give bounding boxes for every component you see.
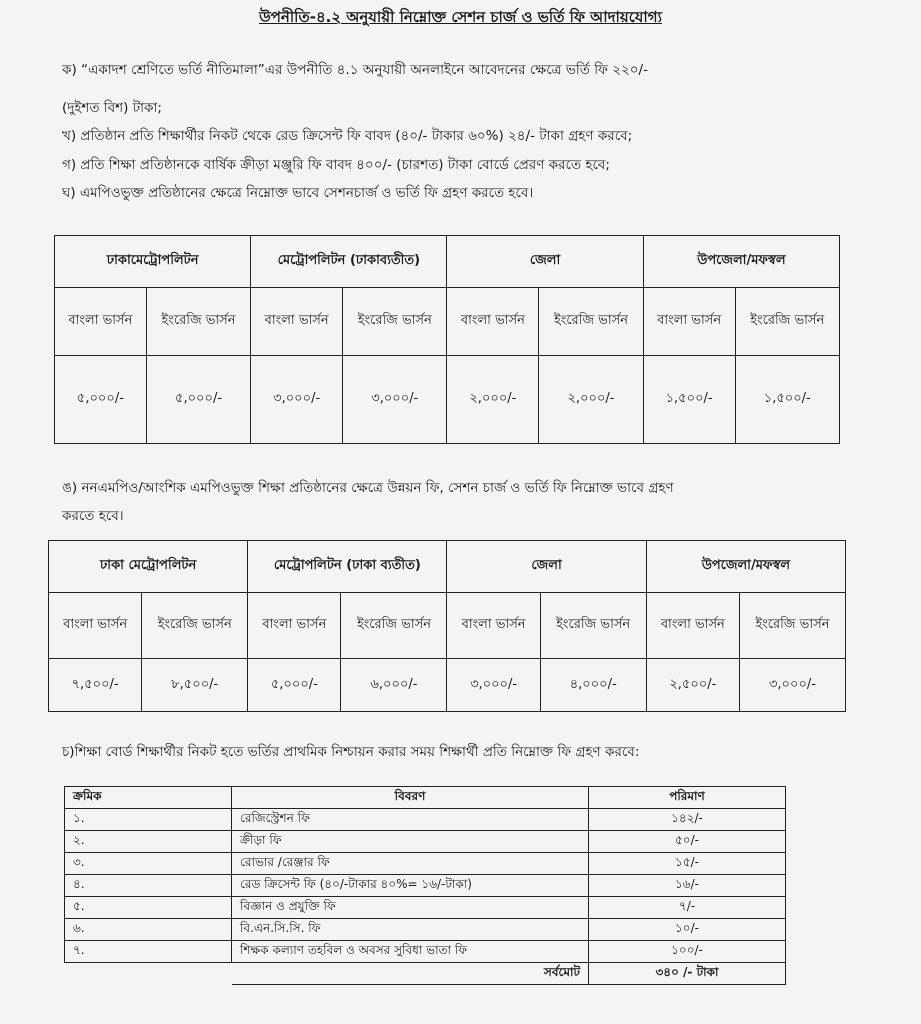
table-row — [65, 875, 786, 897]
fee-value: ১,৫০০/- — [643, 356, 735, 444]
sub-header: বাংলা ভার্সন — [447, 288, 539, 356]
group-header: ঢাকামেট্রোপলিটন — [55, 236, 251, 288]
group-header: উপজেলা/মফস্বল — [643, 236, 839, 288]
row-description: বিজ্ঞান ও প্রযুক্তি ফি — [232, 897, 589, 919]
table-row — [65, 919, 786, 941]
row-description: রোভার /রেঞ্জার ফি — [232, 853, 589, 875]
sub-header: বাংলা ভার্সন — [251, 288, 343, 356]
board-fee-table — [64, 786, 786, 985]
row-amount: ১০০/- — [589, 941, 786, 963]
table-row — [65, 941, 786, 963]
row-description: রেড ক্রিসেন্ট ফি (৪০/-টাকার ৪০%= ১৬/-টাকা) — [232, 875, 589, 897]
fee-value: ৩,০০০/- — [343, 356, 447, 444]
row-serial: ২. — [65, 831, 232, 853]
table-row — [65, 897, 786, 919]
sub-header: বাংলা ভার্সন — [49, 593, 142, 659]
fee-value: ৫,০০০/- — [248, 659, 341, 712]
fee-value: ৬,০০০/- — [341, 659, 447, 712]
paragraph-ka-line-2: (দুইশত বিশ) টাকা; — [62, 100, 162, 116]
row-description: রেজিস্ট্রেশন ফি — [232, 809, 589, 831]
total-amount: ৩৪০ /- টাকা — [589, 963, 786, 985]
row-amount: ১৬/- — [589, 875, 786, 897]
fee-value: ৩,০০০/- — [251, 356, 343, 444]
sub-header: ইংরেজি ভার্সন — [539, 288, 643, 356]
group-header: জেলা — [447, 541, 646, 593]
column-header-amount: পরিমাণ — [589, 787, 786, 809]
paragraph-gha: ঘ) এমপিওভুক্ত প্রতিষ্ঠানের ক্ষেত্রে নিম্নোক্ত ভাবে সেশনচার্জ ও ভর্তি ফি গ্রহণ করতে হবে। — [62, 185, 534, 201]
row-description: ক্রীড়া ফি — [232, 831, 589, 853]
sub-header: বাংলা ভার্সন — [55, 288, 147, 356]
paragraph-cha: চ)শিক্ষা বোর্ড শিক্ষার্থীর নিকট হতে ভর্তির প্রাথমিক নিশ্চায়ন করার সময় শিক্ষার্থী প্রতি নিম্নোক্ত ফি গ্রহণ করবে: — [62, 744, 640, 760]
sub-header: ইংরেজি ভার্সন — [142, 593, 248, 659]
paragraph-kha: খ) প্রতিষ্ঠান প্রতি শিক্ষার্থীর নিকট থেকে রেড ক্রিসেন্ট ফি বাবদ (৪০/- টাকার ৬০%) ২৪/- টাকা গ্রহণ করবে; — [62, 128, 633, 144]
sub-header: ইংরেজি ভার্সন — [735, 288, 839, 356]
fee-value: ৩,০০০/- — [447, 659, 540, 712]
column-header-description: বিবরণ — [232, 787, 589, 809]
column-header-serial: ক্রমিক — [65, 787, 232, 809]
row-amount: ১৪২/- — [589, 809, 786, 831]
row-amount: ৭/- — [589, 897, 786, 919]
fee-value: ৪,০০০/- — [540, 659, 646, 712]
row-description: বি.এন.সি.সি. ফি — [232, 919, 589, 941]
table-row — [65, 809, 786, 831]
sub-header: বাংলা ভার্সন — [447, 593, 540, 659]
fee-value: ২,৫০০/- — [646, 659, 739, 712]
total-row — [65, 963, 786, 985]
sub-header: ইংরেজি ভার্সন — [341, 593, 447, 659]
sub-header: ইংরেজি ভার্সন — [739, 593, 845, 659]
fee-value: ৮,৫০০/- — [142, 659, 248, 712]
row-amount: ১০/- — [589, 919, 786, 941]
sub-header: ইংরেজি ভার্সন — [540, 593, 646, 659]
paragraph-ga: গ) প্রতি শিক্ষা প্রতিষ্ঠানকে বার্ষিক ক্রীড়া মঞ্জুরি ফি বাবদ ৪০০/- (চারশত) টাকা বোর্ডে প্রেরণ করতে হবে; — [62, 157, 610, 173]
sub-header: ইংরেজি ভার্সন — [343, 288, 447, 356]
fee-value: ৩,০০০/- — [739, 659, 845, 712]
group-header: ঢাকা মেট্রোপলিটন — [49, 541, 248, 593]
fee-value: ২,০০০/- — [539, 356, 643, 444]
non-mpo-fee-table — [48, 540, 846, 712]
total-row-spacer — [65, 963, 232, 985]
sub-header: বাংলা ভার্সন — [643, 288, 735, 356]
fee-value: ১,৫০০/- — [735, 356, 839, 444]
row-description: শিক্ষক কল্যাণ তহবিল ও অবসর সুবিধা ভাতা ফি — [232, 941, 589, 963]
sub-header: বাংলা ভার্সন — [248, 593, 341, 659]
mpo-fee-table — [54, 235, 840, 444]
paragraph-ka-line-1: ক) “একাদশ শ্রেণিতে ভর্তি নীতিমালা”এর উপনীতি ৪.১ অনুযায়ী অনলাইনে আবেদনের ক্ষেত্রে ভর্তি ফি ২২০/- — [62, 62, 648, 78]
fee-value: ৫,০০০/- — [146, 356, 250, 444]
sub-header: ইংরেজি ভার্সন — [146, 288, 250, 356]
group-header: মেট্রোপলিটন (ঢাকাব্যতীত) — [251, 236, 447, 288]
group-header: উপজেলা/মফস্বল — [646, 541, 845, 593]
row-amount: ৫০/- — [589, 831, 786, 853]
page-title: উপনীতি-৪.২ অনুযায়ী নিম্নোক্ত সেশন চার্জ ও ভর্তি ফি আদায়যোগ্য — [259, 8, 662, 26]
row-serial: ৭. — [65, 941, 232, 963]
fee-value: ৭,৫০০/- — [49, 659, 142, 712]
row-serial: ১. — [65, 809, 232, 831]
group-header: মেট্রোপলিটন (ঢাকা ব্যতীত) — [248, 541, 447, 593]
row-amount: ১৫/- — [589, 853, 786, 875]
table-row — [65, 853, 786, 875]
sub-header: বাংলা ভার্সন — [646, 593, 739, 659]
group-header: জেলা — [447, 236, 643, 288]
row-serial: ৬. — [65, 919, 232, 941]
paragraph-umo-line-2: করতে হবে। — [62, 508, 124, 524]
total-label: সর্বমোট — [232, 963, 589, 985]
row-serial: ৩. — [65, 853, 232, 875]
paragraph-umo-line-1: ঙ) ননএমপিও/আংশিক এমপিওভুক্ত শিক্ষা প্রতিষ্ঠানের ক্ষেত্রে উন্নয়ন ফি, সেশন চার্জ ও ভর্তি ফি নিম্নোক্ত ভাবে গ্রহণ — [62, 480, 674, 496]
row-serial: ৫. — [65, 897, 232, 919]
fee-value: ৫,০০০/- — [55, 356, 147, 444]
fee-value: ২,০০০/- — [447, 356, 539, 444]
row-serial: ৪. — [65, 875, 232, 897]
table-row — [65, 831, 786, 853]
